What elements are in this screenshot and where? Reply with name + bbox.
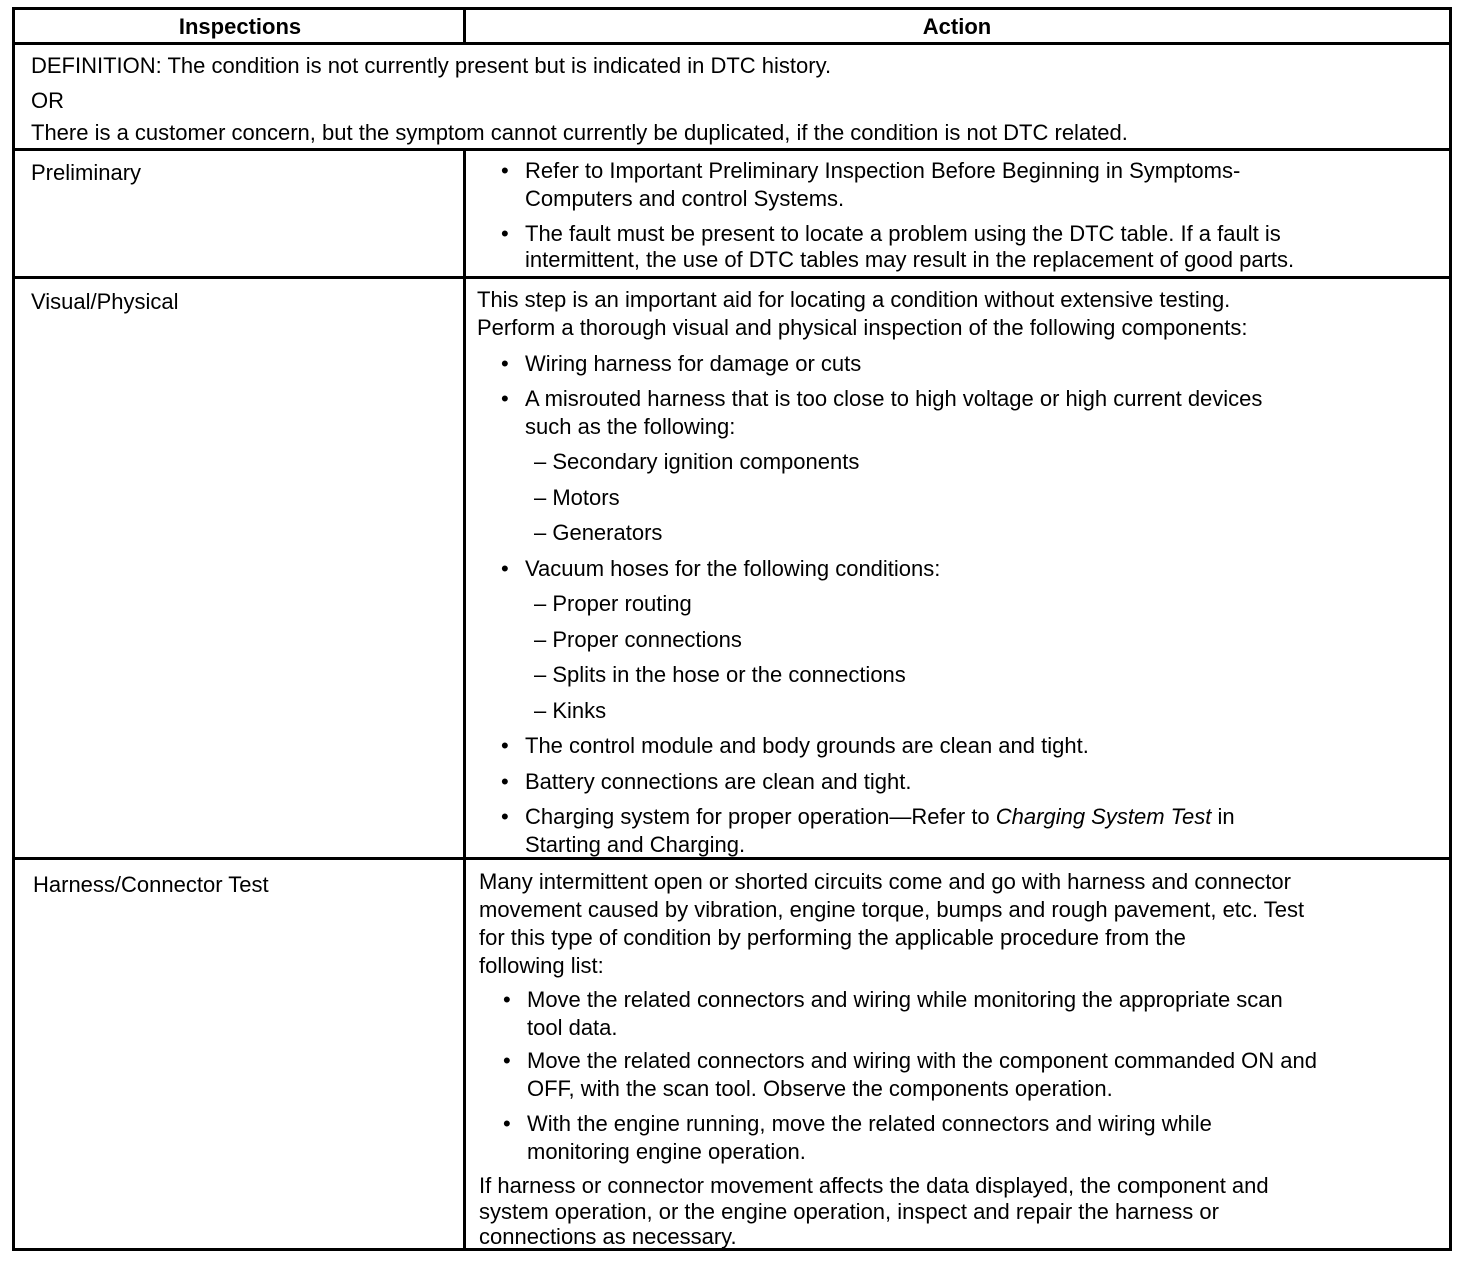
sub-list-item: – Motors: [534, 485, 620, 510]
header-inspections: Inspections: [178, 14, 302, 39]
bullet-icon: •: [501, 386, 509, 411]
row-label-preliminary: Preliminary: [31, 160, 142, 185]
sub-list-item: – Generators: [534, 520, 663, 545]
bullet-icon: •: [501, 556, 509, 581]
bullet-icon: •: [501, 804, 509, 829]
definition-alt-text: There is a customer concern, but the symptom cannot currently be duplicated, if the condition is not DTC related.: [31, 120, 1128, 145]
row-label-visual-physical: Visual/Physical: [31, 289, 179, 314]
bullet-icon: •: [501, 733, 509, 758]
sub-list-item: – Kinks: [534, 698, 607, 723]
harness-intro-line: Many intermittent open or shorted circuits come and go with harness and connector: [479, 869, 1291, 894]
harness-outro-line: If harness or connector movement affects the data displayed, the component and: [479, 1173, 1269, 1198]
inspection-table: Inspections Action DEFINITION: The condition is not currently present but is indicated in DTC history. OR There is a customer concern, but the symptom cannot currently be duplicated, if the condition is not DTC related. Preliminary • Refer to Important Preliminary Inspection Before Beginning in Symptoms- Computers and control Systems. • The fault must be present to locate a problem using the DTC table. If a fault is intermittent, the use of DTC tables may result in the replacement of good parts. Visual/Physical This step is an important aid for locating a condition without extensive testing. Perform a thorough visual and physical inspection of the following components: • Wiring harness for damage or cuts • A misrouted harness that is too close to high voltage or high current devices such as the following: – Secondary ignition components – Motors – Generators • Vacuum hoses for the following conditions: – Proper routing – Proper connections – Splits in the hose or the connections – Kinks • The control module and body grounds are clean and tight. • Battery connections are clean and tight. • Charging system for proper operation—Refer to Charging System Test in Starting and Charging. Harness/Connector Test Many intermittent open or shorted circuits come and go with harness and connector movement caused by vibration, engine torque, bumps and rough pavement, etc. Test for this type of condition by performing the applicable procedure from the following list: • Move the related connectors and wiring while monitoring the appropriate scan tool data. • Move the related connectors and wiring with the component commanded ON and OFF, with the scan tool. Observe the components operation. • With the engine running, move the related connectors and wiring while monitoring engine operation. If harness or connector movement affects the data displayed, the component and system operation, or the engine operation, inspect and repair the harness or connections as necessary.: [12, 7, 1452, 1251]
harness-intro-line: following list:: [479, 953, 604, 978]
sub-list-item: – Proper routing: [534, 591, 692, 616]
row-label-harness-connector-test: Harness/Connector Test: [33, 872, 269, 897]
definition-or: OR: [31, 88, 64, 113]
visual-intro-line: Perform a thorough visual and physical inspection of the following components:: [477, 315, 1248, 340]
sub-list-item: – Splits in the hose or the connections: [534, 662, 906, 687]
bullet-icon: •: [501, 158, 509, 183]
bullet-icon: •: [503, 1111, 511, 1136]
header-column-divider: [463, 10, 466, 44]
definition-divider: [15, 148, 1449, 151]
bullet-icon: •: [501, 769, 509, 794]
visual-intro-line: This step is an important aid for locating a condition without extensive testing.: [477, 287, 1231, 312]
bullet-icon: •: [503, 1048, 511, 1073]
harness-outro-line: connections as necessary.: [479, 1224, 737, 1249]
column-divider: [463, 148, 466, 1248]
bullet-icon: •: [501, 351, 509, 376]
preliminary-divider: [15, 276, 1449, 279]
header-divider: [15, 42, 1449, 45]
bullet-icon: •: [503, 987, 511, 1012]
bullet-icon: •: [501, 221, 509, 246]
header-action: Action: [922, 14, 992, 39]
harness-intro-line: for this type of condition by performing the applicable procedure from the: [479, 925, 1186, 950]
harness-intro-line: movement caused by vibration, engine torque, bumps and rough pavement, etc. Test: [479, 897, 1305, 922]
harness-outro-line: system operation, or the engine operation, inspect and repair the harness or: [479, 1199, 1219, 1224]
sub-list-item: – Secondary ignition components: [534, 449, 860, 474]
definition-text: DEFINITION: The condition is not currently present but is indicated in DTC history.: [31, 53, 832, 78]
sub-list-item: – Proper connections: [534, 627, 742, 652]
